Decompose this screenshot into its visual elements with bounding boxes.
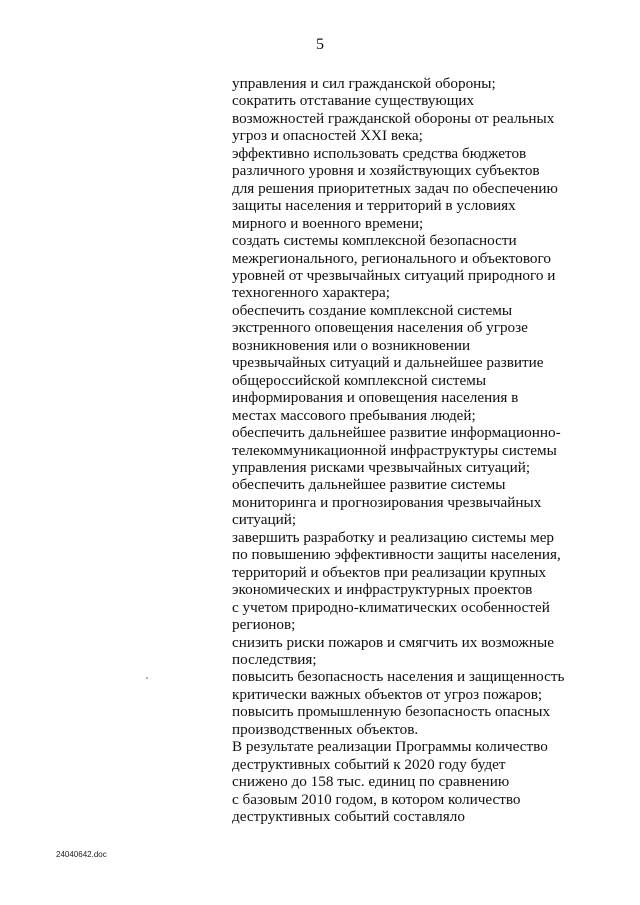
text-line: угроз и опасностей XXI века; [232, 127, 423, 145]
text-line: межрегионального, регионального и объектового [232, 249, 551, 267]
text-line: уровней от чрезвычайных ситуаций природного и [232, 266, 556, 284]
text-line: управления и сил гражданской обороны; [232, 75, 496, 92]
text-line: сократить отставание существующих [232, 92, 475, 110]
text-line: деструктивных событий к 2020 году будет [232, 755, 506, 773]
page-number: 5 [316, 36, 324, 53]
text-line: информирования и оповещения населения в [232, 389, 519, 407]
text-line: с базовым 2010 годом, в котором количество [232, 790, 521, 808]
text-line: с учетом природно-климатических особенностей [232, 598, 550, 616]
text-line: чрезвычайных ситуаций и дальнейшее развитие [232, 354, 544, 372]
text-line: критически важных объектов от угроз пожаров; [232, 685, 543, 703]
text-line: производственных объектов. [232, 720, 419, 738]
text-line: повысить безопасность населения и защищенность [232, 668, 565, 686]
text-line: телекоммуникационной инфраструктуры системы [232, 441, 557, 459]
text-line: возможностей гражданской обороны от реальных [232, 109, 555, 127]
text-line: техногенного характера; [232, 284, 390, 302]
text-line: деструктивных событий составляло [232, 808, 465, 826]
text-line: мониторинга и прогнозирования чрезвычайных [232, 493, 542, 511]
text-line: снижено до 158 тыс. единиц по сравнению [232, 773, 510, 791]
footer-file-name: 24040642.doc [56, 850, 107, 859]
text-line: создать системы комплексной безопасности [232, 232, 517, 250]
text-line: местах массового пребывания людей; [232, 406, 476, 424]
text-line: защиты населения и территорий в условиях [232, 197, 516, 215]
text-line: по повышению эффективности защиты населения, [232, 546, 561, 564]
text-line: завершить разработку и реализацию системы мер [232, 528, 555, 546]
text-line: регионов; [232, 616, 296, 634]
text-line: возникновения или о возникновении [232, 336, 471, 354]
text-line: территорий и объектов при реализации крупных [232, 563, 547, 581]
text-line: обеспечить создание комплексной системы [232, 301, 513, 319]
text-line: В результате реализации Программы количество [232, 738, 548, 756]
text-line: общероссийской комплексной системы [232, 371, 487, 389]
text-line: управления рисками чрезвычайных ситуаций; [232, 458, 531, 476]
text-line: последствия; [232, 650, 317, 668]
text-line: эффективно использовать средства бюджетов [232, 144, 527, 162]
text-line: различного уровня и хозяйствующих субъектов [232, 162, 540, 180]
text-line: для решения приоритетных задач по обеспечению [232, 179, 558, 197]
text-line: обеспечить дальнейшее развитие системы [232, 476, 506, 494]
margin-mark [146, 677, 148, 679]
text-line: экстренного оповещения населения об угрозе [232, 319, 528, 337]
text-line: обеспечить дальнейшее развитие информационно- [232, 424, 561, 442]
text-line: мирного и военного времени; [232, 214, 424, 232]
text-line: ситуаций; [232, 511, 297, 529]
text-line: снизить риски пожаров и смягчить их возможные [232, 633, 554, 651]
body-text [232, 75, 572, 825]
text-line: повысить промышленную безопасность опасных [232, 703, 551, 721]
text-line: экономических и инфраструктурных проектов [232, 581, 533, 599]
